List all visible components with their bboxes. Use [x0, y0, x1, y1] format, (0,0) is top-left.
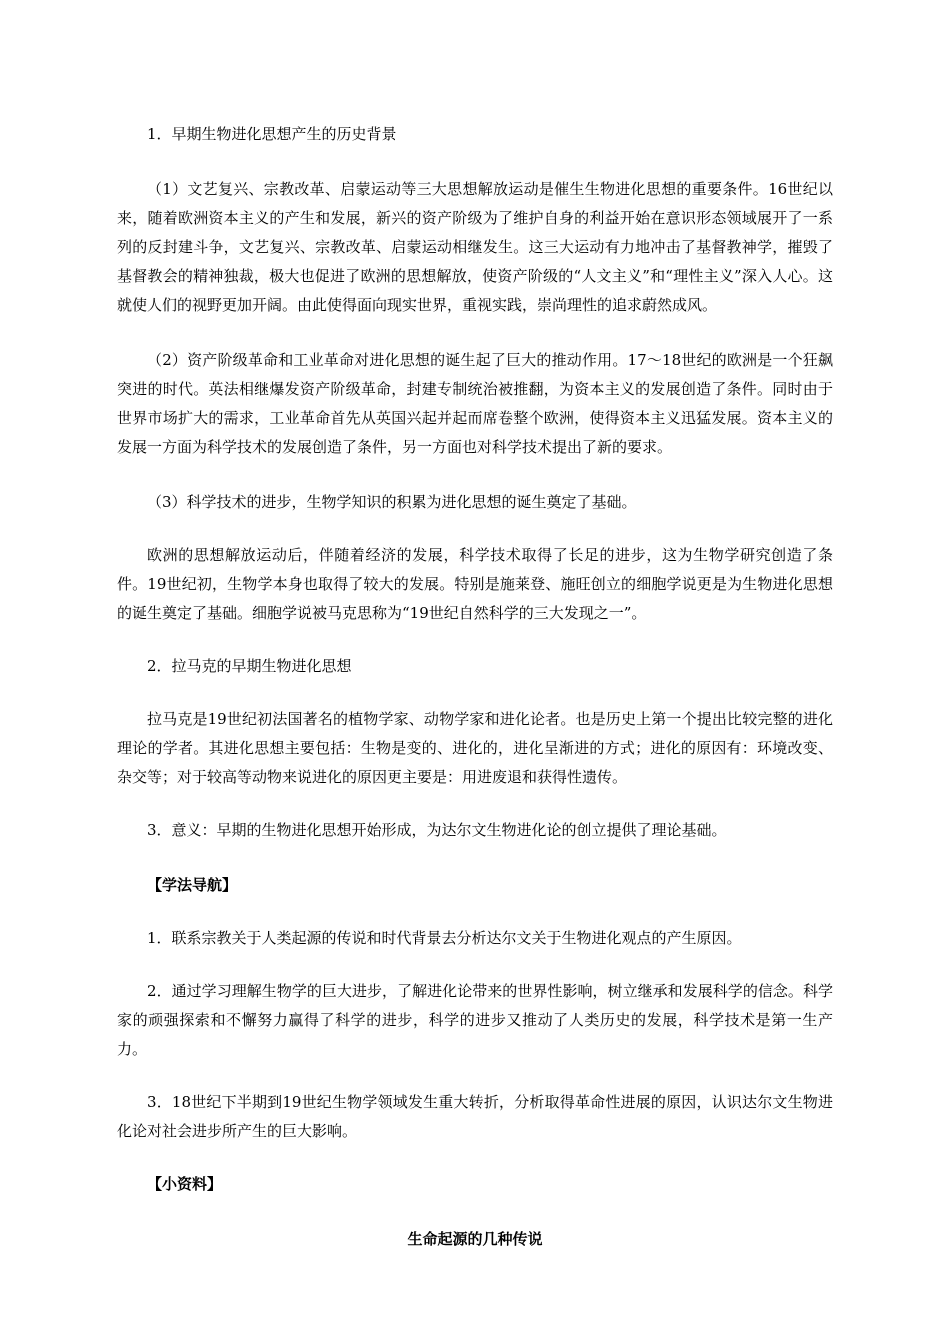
section-heading-lamarck: 2．拉马克的早期生物进化思想 — [147, 657, 352, 675]
study-guide-item-2: 2．通过学习理解生物学的巨大进步，了解进化论带来的世界性影响，树立继承和发展科学的信念。科学家的顽强探索和不懈努力赢得了科学的进步，科学的进步又推动了人类历史的发展，科学技术是第一生产力。 — [117, 982, 833, 1058]
paragraph-lamarck: 拉马克是19世纪初法国著名的植物学家、动物学家和进化论者。也是历史上第一个提出比较完整的进化理论的学者。其进化思想主要包括：生物是变的、进化的，进化呈渐进的方式；进化的原因有：环境改变、杂交等；对于较高等动物来说进化的原因更主要是：用进废退和获得性遗传。 — [117, 710, 833, 786]
paragraph-background-1: （1）文艺复兴、宗教改革、启蒙运动等三大思想解放运动是催生生物进化思想的重要条件。16世纪以来，随着欧洲资本主义的产生和发展，新兴的资产阶级为了维护自身的利益开始在意识形态领域展开了一系列的反封建斗争，文艺复兴、宗教改革、启蒙运动相继发生。这三大运动有力地冲击了基督教神学，摧毁了基督教会的精神独裁，极大也促进了欧洲的思想解放，使资产阶级的“人文主义”和“理性主义”深入人心。这就使人们的视野更加开阔。由此使得面向现实世界，重视实践，崇尚理性的追求蔚然成风。 — [117, 180, 833, 314]
paragraph-background-3-body: 欧洲的思想解放运动后，伴随着经济的发展，科学技术取得了长足的进步，这为生物学研究创造了条件。19世纪初，生物学本身也取得了较大的发展。特别是施莱登、施旺创立的细胞学说更是为生物进化思想的诞生奠定了基础。细胞学说被马克思称为“19世纪自然科学的三大发现之一”。 — [117, 546, 833, 622]
section-heading-study-guide: 【学法导航】 — [147, 876, 238, 894]
paragraph-significance: 3．意义：早期的生物进化思想开始形成，为达尔文生物进化论的创立提供了理论基础。 — [147, 821, 727, 839]
section-heading-small-materials: 【小资料】 — [147, 1175, 223, 1193]
article-title-origin-legends: 生命起源的几种传说 — [407, 1230, 543, 1248]
paragraph-background-2: （2）资产阶级革命和工业革命对进化思想的诞生起了巨大的推动作用。17～18世纪的欧洲是一个狂飙突进的时代。英法相继爆发资产阶级革命，封建专制统治被推翻，为资本主义的发展创造了条件。同时由于世界市场扩大的需求，工业革命首先从英国兴起并起而席卷整个欧洲，使得资本主义迅猛发展。资本主义的发展一方面为科学技术的发展创造了条件，另一方面也对科学技术提出了新的要求。 — [117, 351, 833, 456]
section-heading-background: 1．早期生物进化思想产生的历史背景 — [147, 125, 397, 143]
study-guide-item-3: 3．18世纪下半期到19世纪生物学领域发生重大转折，分析取得革命性进展的原因，认识达尔文生物进化论对社会进步所产生的巨大影响。 — [117, 1093, 833, 1140]
document-body — [117, 120, 833, 1254]
study-guide-item-1: 1．联系宗教关于人类起源的传说和时代背景去分析达尔文关于生物进化观点的产生原因。 — [147, 929, 742, 947]
paragraph-background-3-heading: （3）科学技术的进步，生物学知识的积累为进化思想的诞生奠定了基础。 — [147, 493, 637, 511]
